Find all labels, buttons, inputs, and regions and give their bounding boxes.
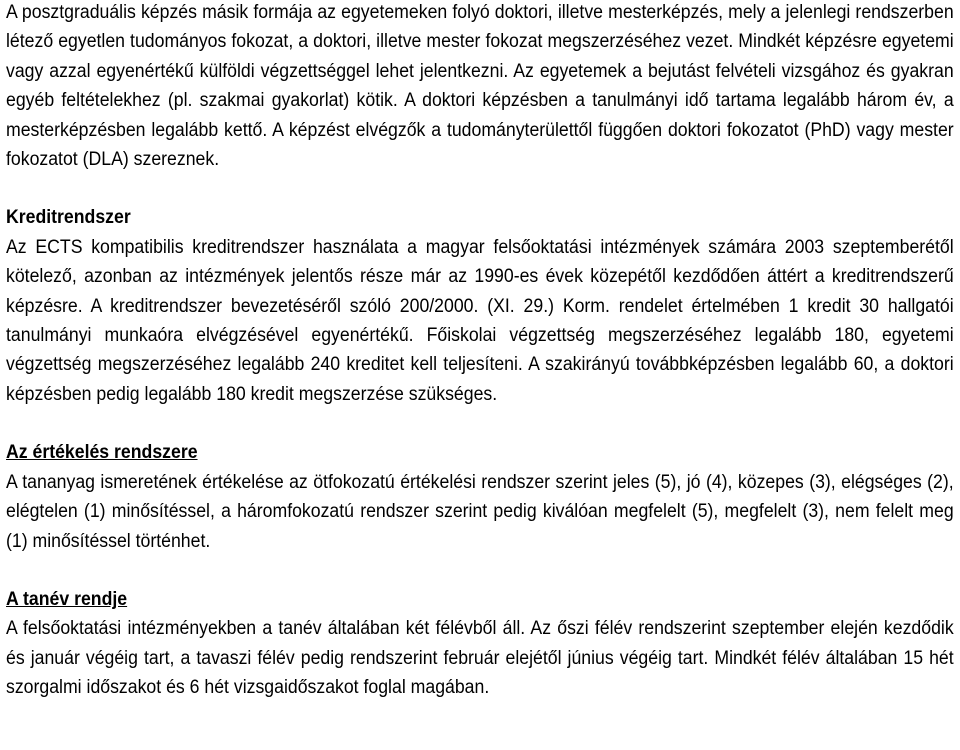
document-page: [6, 0, 954, 703]
intro-paragraph: A posztgraduális képzés másik formája az egyetemeken folyó doktori, illetve mesterképzés, mely a jelenlegi rendszerben létező egyetlen tudományos fokozat, a doktori, illetve mester fokozat megszerzéséhez vezet. Mindkét képzésre egyetemi vagy azzal egyenértékű külföldi végzettséggel lehet jelentkezni. Az egyetemek a bejutást felvételi vizsgához és gyakran egyéb feltételekhez (pl. szakmai gyakorlat) kötik. A doktori képzésben a tanulmányi idő tartama legalább három év, a mesterképzésben legalább kettő. A képzést elvégzők a tudományterülettől függően doktori fokozatot (PhD) vagy mester fokozatot (DLA) szereznek.: [6, 2, 954, 171]
section-heading-kreditrendszer: Kreditrendszer: [6, 207, 131, 229]
section-body-tanev-rendje: A felsőoktatási intézményekben a tanév általában két félévből áll. Az őszi félév rendszerint szeptember elején kezdődik és január végéig tart, a tavaszi félév pedig rendszerint február elejétől június végéig tart. Mindkét félév általában 15 hét szorgalmi időszakot és 6 hét vizsgaidőszakot foglal magában.: [6, 618, 954, 699]
section-body-ertekeles: A tananyag ismeretének értékelése az ötfokozatú értékelési rendszer szerint jeles (5), jó (4), közepes (3), elégséges (2), elégtelen (1) minősítéssel, a háromfokozatú rendszer szerint pedig kiválóan megfelelt (5), megfelelt (3), nem felelt meg (1) minősítéssel történhet.: [6, 471, 954, 552]
section-heading-tanev-rendje: A tanév rendje: [6, 588, 128, 610]
section-heading-ertekeles: Az értékelés rendszere: [6, 442, 198, 464]
section-body-kreditrendszer: Az ECTS kompatibilis kreditrendszer használata a magyar felsőoktatási intézmények számára 2003 szeptemberétől kötelező, azonban az intézmények jelentős része már az 1990-es évek közepétől kezdődően áttért a kreditrendszerű képzésre. A kreditrendszer bevezetéséről szóló 200/2000. (XI. 29.) Korm. rendelet értelmében 1 kredit 30 hallgatói tanulmányi munkaóra elvégzésével egyenértékű. Főiskolai végzettség megszerzéséhez legalább 180, egyetemi végzettség megszerzéséhez legalább 240 kreditet kell teljesíteni. A szakirányú továbbképzésben legalább 60, a doktori képzésben pedig legalább 180 kredit megszerzése szükséges.: [6, 236, 954, 405]
